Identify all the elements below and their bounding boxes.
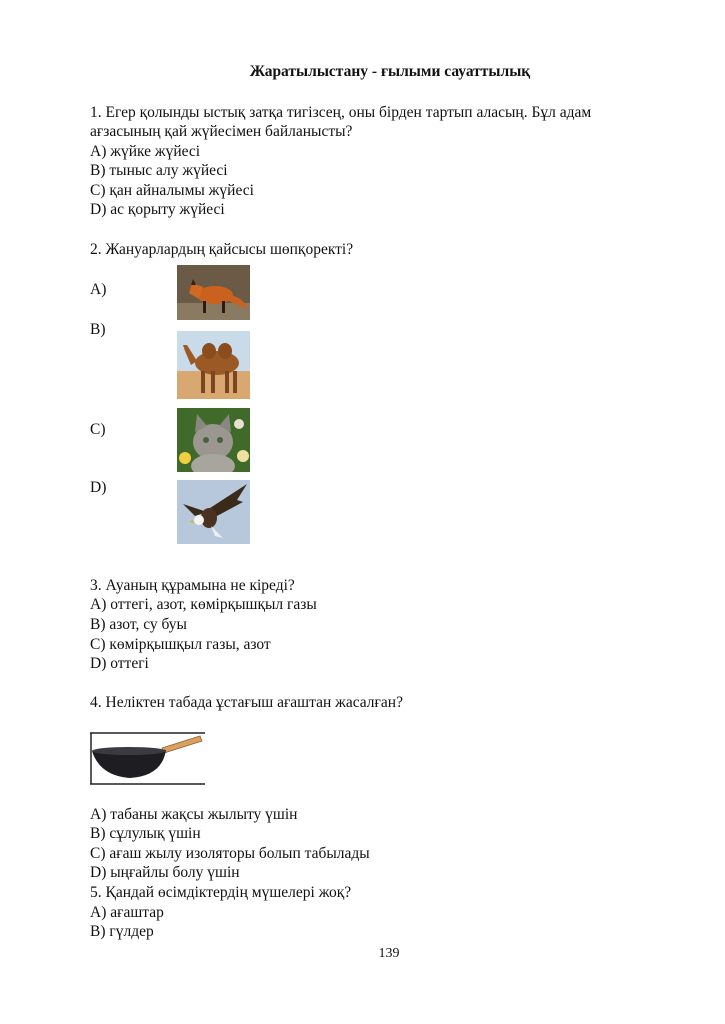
q1-option-c: C) қан айналымы жүйесі [90, 182, 254, 199]
frying-pan-image [90, 732, 205, 785]
q4-option-d: D) ыңғайлы болу үшін [90, 864, 240, 881]
q4-option-b: B) сұлулық үшін [90, 825, 201, 842]
q3-option-a: A) оттегі, азот, көмірқышқыл газы [90, 596, 317, 613]
q2-option-b: B) [90, 321, 106, 338]
q2-option-c: C) [90, 421, 106, 438]
q2-option-d: D) [90, 479, 107, 496]
page-title: Жаратылыстану - ғылыми сауаттылық [249, 63, 531, 80]
kitten-image [177, 408, 250, 472]
question-4-text: 4. Неліктен табада ұстағыш ағаштан жасалған? [90, 694, 403, 711]
camel-image [177, 331, 250, 399]
q3-option-b: B) азот, су буы [90, 616, 187, 633]
q4-option-c: C) ағаш жылу изоляторы болып табылады [90, 845, 370, 862]
question-1-text: 1. Егер қолынды ыстық затқа тигізсең, оны бірден тартып аласың. Бұл адам [90, 104, 592, 121]
q3-option-c: C) көмірқышқыл газы, азот [90, 636, 271, 653]
fox-image [177, 265, 250, 320]
question-5-text: 5. Қандай өсімдіктердің мүшелері жоқ? [90, 884, 352, 901]
q5-option-a: A) ағаштар [90, 904, 164, 921]
q1-option-d: D) ас қорыту жүйесі [90, 201, 225, 218]
q1-option-a: A) жүйке жүйесі [90, 143, 201, 160]
page-number: 139 [378, 946, 400, 961]
eagle-image [177, 480, 250, 544]
question-1-text-cont: ағзасының қай жүйесімен байланысты? [90, 123, 353, 140]
q1-option-b: B) тыныс алу жүйесі [90, 162, 228, 179]
question-3-text: 3. Ауаның құрамына не кіреді? [90, 577, 295, 594]
q4-option-a: A) табаны жақсы жылыту үшін [90, 806, 298, 823]
q5-option-b: B) гүлдер [90, 923, 154, 940]
question-2-text: 2. Жануарлардың қайсысы шөпқоректі? [90, 241, 354, 258]
q2-option-a: A) [90, 281, 107, 298]
q3-option-d: D) оттегі [90, 655, 149, 672]
